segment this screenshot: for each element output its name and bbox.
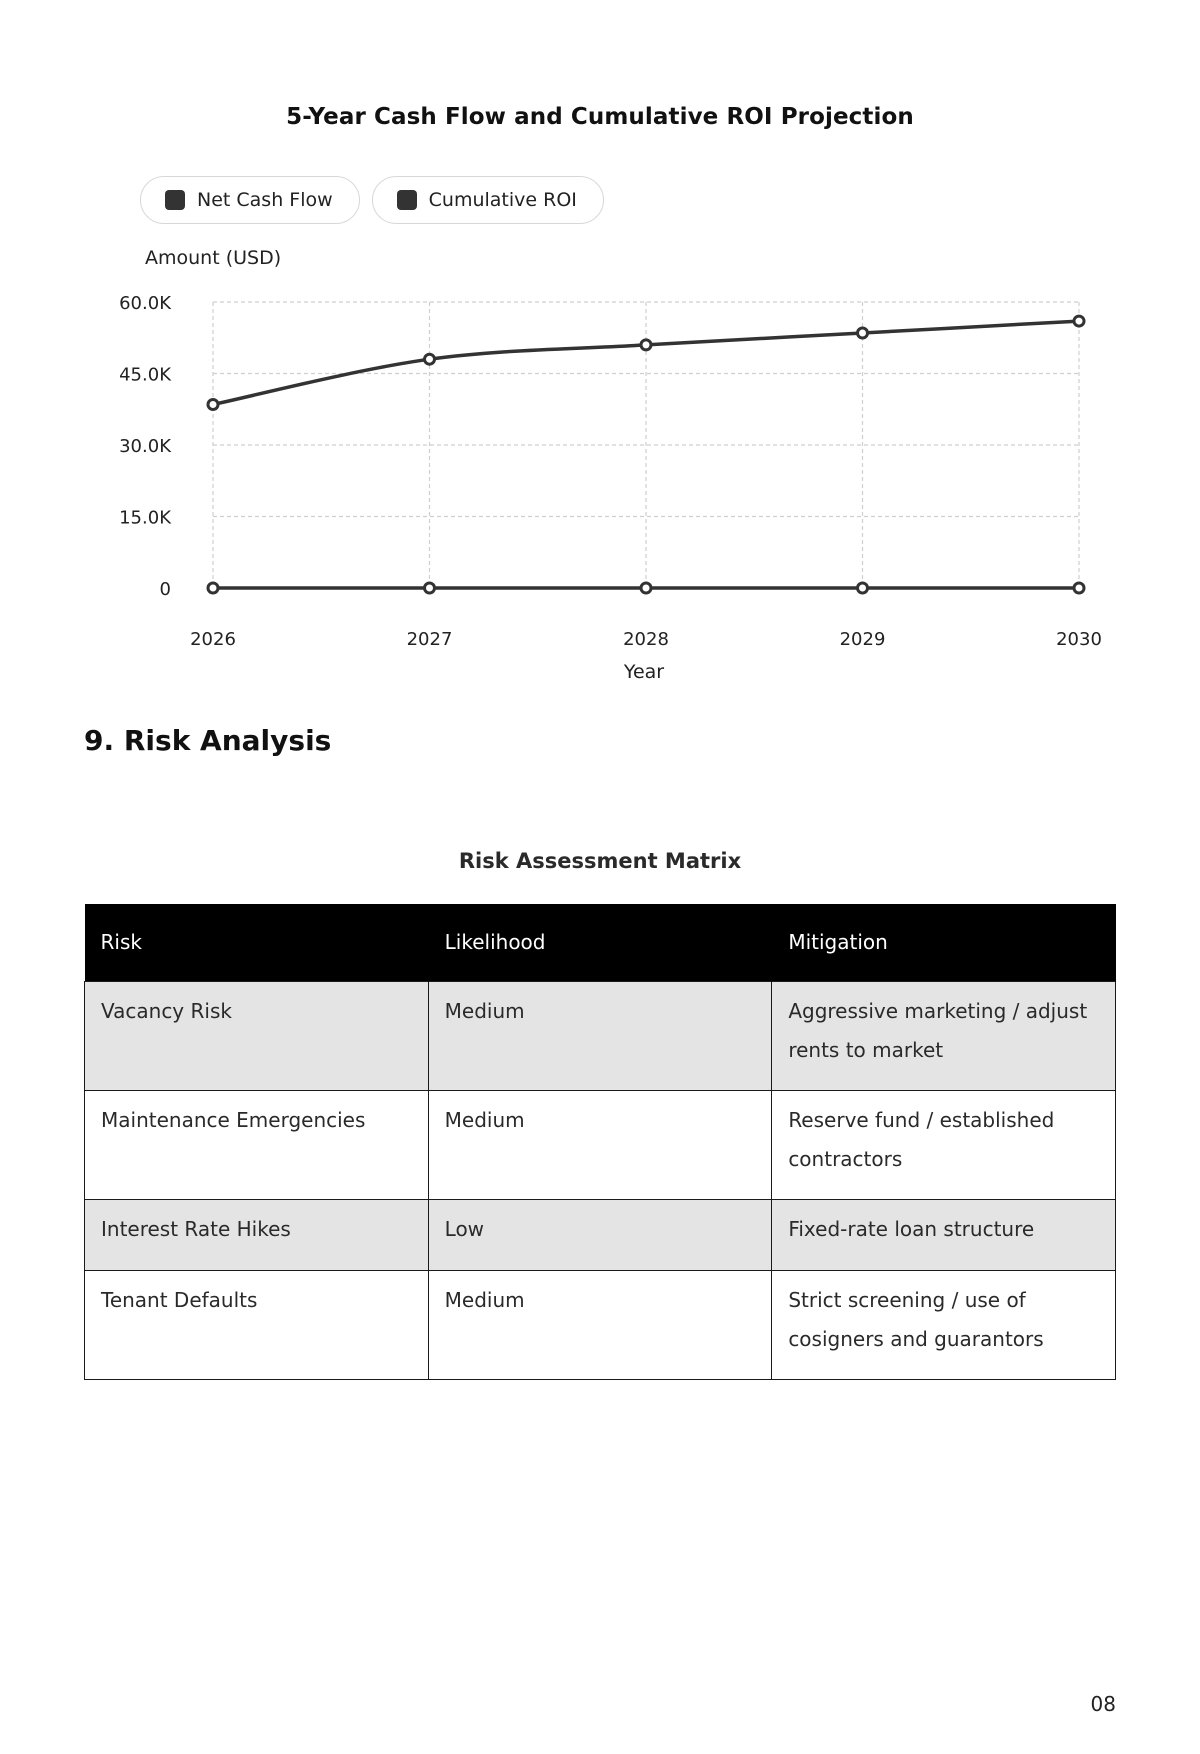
data-point-cumulative-roi <box>858 583 868 593</box>
y-tick-label: 15.0K <box>119 507 171 529</box>
table-cell-risk <box>85 1270 429 1379</box>
legend-item-net-cash-flow[interactable] <box>140 176 360 224</box>
section-heading-risk-analysis: 9. Risk Analysis <box>84 724 332 757</box>
legend-item-cumulative-roi[interactable] <box>372 176 604 224</box>
chart-title: 5-Year Cash Flow and Cumulative ROI Projection <box>286 104 914 130</box>
table-cell-likelihood <box>428 1199 772 1270</box>
data-point-net-cash-flow <box>425 354 435 364</box>
x-tick-labels <box>190 629 1102 650</box>
table-cell-risk <box>85 981 429 1090</box>
cell-text: Low <box>444 1216 485 1241</box>
series-points <box>208 316 1084 593</box>
legend-swatch-net-cash-flow <box>165 190 185 210</box>
cell-text: Reserve fund / established contractors <box>788 1107 1055 1171</box>
x-tick-label: 2029 <box>839 629 886 650</box>
cell-text: Medium <box>444 998 525 1023</box>
table-cell-mitigation <box>772 1199 1116 1270</box>
cell-text: Vacancy Risk <box>101 998 232 1023</box>
y-tick-label: 30.0K <box>119 436 171 457</box>
data-point-net-cash-flow <box>1074 316 1084 326</box>
table-cell-risk <box>85 1199 429 1270</box>
table-caption: Risk Assessment Matrix <box>458 849 742 873</box>
y-tick-label: 0 <box>159 579 171 600</box>
cell-text: Medium <box>444 1107 525 1132</box>
table-row <box>85 1270 1116 1379</box>
data-point-cumulative-roi <box>425 583 435 593</box>
table-cell-risk <box>85 1090 429 1199</box>
column-header-likelihood: Likelihood <box>428 904 772 981</box>
cell-text: Aggressive marketing / adjust rents to market <box>788 998 1088 1062</box>
table-cell-mitigation <box>772 981 1116 1090</box>
data-point-net-cash-flow <box>641 340 651 350</box>
table-header-row <box>85 904 1116 981</box>
y-tick-labels <box>119 293 172 600</box>
page-number: 08 <box>1090 1692 1116 1716</box>
column-header-risk: Risk <box>85 904 429 981</box>
x-tick-label: 2030 <box>1056 629 1102 650</box>
table-row <box>85 1199 1116 1270</box>
risk-assessment-table <box>84 904 1116 1380</box>
chart-legend <box>140 176 604 224</box>
data-point-net-cash-flow <box>858 328 868 338</box>
y-tick-label: 45.0K <box>119 364 171 386</box>
data-point-cumulative-roi <box>1074 583 1084 593</box>
table-cell-mitigation <box>772 1090 1116 1199</box>
legend-label-cumulative-roi: Cumulative ROI <box>428 189 577 211</box>
column-header-mitigation: Mitigation <box>772 904 1116 981</box>
line-chart <box>0 230 1200 690</box>
legend-swatch-cumulative-roi <box>397 190 417 210</box>
data-point-cumulative-roi <box>641 583 651 593</box>
table-cell-likelihood <box>428 981 772 1090</box>
table-row <box>85 981 1116 1090</box>
x-axis-label: Year <box>623 661 665 683</box>
cell-text: Maintenance Emergencies <box>101 1107 366 1132</box>
y-tick-label: 60.0K <box>119 293 171 314</box>
data-point-cumulative-roi <box>208 583 218 593</box>
x-tick-label: 2028 <box>623 629 669 650</box>
cell-text: Fixed-rate loan structure <box>788 1216 1035 1241</box>
cell-text: Strict screening / use of cosigners and guarantors <box>788 1287 1044 1351</box>
legend-label-net-cash-flow: Net Cash Flow <box>197 189 333 211</box>
cell-text: Interest Rate Hikes <box>101 1216 291 1241</box>
y-axis-label: Amount (USD) <box>145 247 282 269</box>
x-tick-label: 2027 <box>406 629 453 650</box>
cell-text: Medium <box>444 1287 525 1312</box>
table-cell-likelihood <box>428 1270 772 1379</box>
data-point-net-cash-flow <box>208 399 218 409</box>
table-cell-likelihood <box>428 1090 772 1199</box>
table-cell-mitigation <box>772 1270 1116 1379</box>
table-row <box>85 1090 1116 1199</box>
x-tick-label: 2026 <box>190 629 236 650</box>
cell-text: Tenant Defaults <box>101 1287 258 1312</box>
